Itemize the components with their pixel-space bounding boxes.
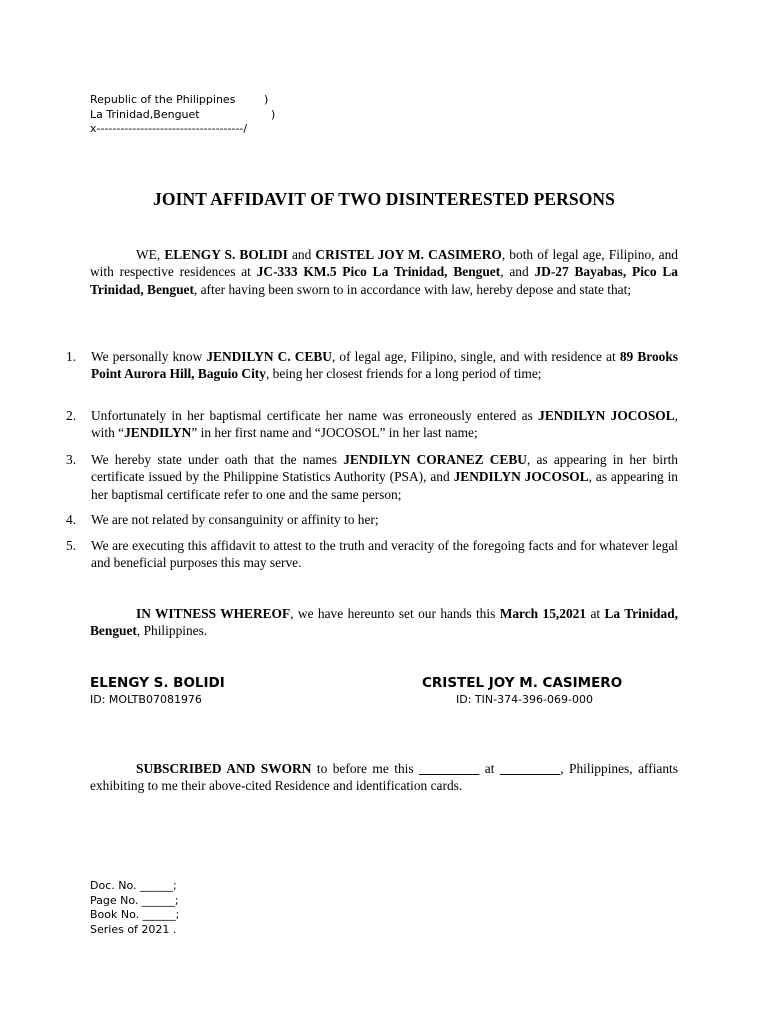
intro-paragraph <box>90 246 678 298</box>
caption-paren-2: ) <box>271 107 276 121</box>
caption-municipality: La Trinidad,Benguet <box>90 107 200 121</box>
statement-text: We hereby state under oath that the names <box>91 452 344 467</box>
statement-text: We are not related by consanguinity or affinity to her; <box>91 512 379 527</box>
affiant-1-name: ELENGY S. BOLIDI <box>164 247 288 262</box>
first-name: JENDILYN <box>124 425 192 441</box>
page-number: Page No. ______; <box>90 893 179 907</box>
jurat-date-blank: _________ <box>419 761 480 776</box>
intro-text-2: , and <box>500 264 535 280</box>
signatory-2-name: CRISTEL JOY M. CASIMERO <box>422 675 623 691</box>
affiant-2-name: CRISTEL JOY M. CASIMERO <box>315 247 502 262</box>
statement-number: 5. <box>66 538 77 553</box>
witness-lead: IN WITNESS WHEREOF <box>136 606 291 621</box>
execution-date: March 15,2021 <box>499 606 587 621</box>
witness-paragraph <box>90 605 678 640</box>
doc-number: Doc. No. ______; <box>90 879 177 892</box>
statement-text: We are executing this affidavit to attest to the truth and veracity of the foregoing facts and for whatever legal and beneficial purposes this may serve. <box>91 538 678 571</box>
execution-place: La Trinidad, Benguet <box>90 606 678 639</box>
intro-and: and <box>287 247 316 262</box>
jurat-text: at <box>479 761 500 776</box>
birth-certificate-name: JENDILYN CORANEZ CEBU <box>343 452 527 467</box>
signatory-1-name: ELENGY S. BOLIDI <box>90 675 225 691</box>
statement-item <box>66 511 678 528</box>
statement-number: 1. <box>66 349 77 364</box>
caption-country: Republic of the Philippines <box>90 93 236 106</box>
statement-text: , of legal age, Filipino, single, and with residence at <box>331 349 620 364</box>
series-year: Series of 2021 . <box>90 922 177 936</box>
subject-name: JENDILYN C. CEBU <box>206 349 332 364</box>
book-number: Book No. ______; <box>90 908 180 921</box>
jurat-paragraph <box>90 760 678 795</box>
statement-item <box>66 348 678 383</box>
affiant-2-address: JD-27 Bayabas, Pico La Trinidad, Benguet <box>90 264 678 297</box>
venue-caption <box>90 93 276 137</box>
affiant-1-address: JC-333 KM.5 Pico La Trinidad, Benguet <box>256 264 501 280</box>
document-title: JOINT AFFIDAVIT OF TWO DISINTERESTED PERSONS <box>153 189 615 209</box>
statement-number: 3. <box>66 452 77 467</box>
jurat-text: , Philippines, affiants exhibiting to me their above-cited Residence and identification cards. <box>90 761 678 794</box>
statement-item <box>66 407 678 442</box>
intro-text-3: , after having been sworn to in accordance with law, hereby depose and state that; <box>193 281 632 297</box>
statement-text: , as appearing in her birth certificate issued by the Philippine Statistics Authority (PSA), and <box>91 452 678 485</box>
statement-number: 4. <box>66 512 77 527</box>
signatory-1-id: ID: MOLTB07081976 <box>90 693 202 706</box>
statement-text: , being her closest friends for a long period of time; <box>265 366 542 382</box>
witness-text: at <box>586 606 605 621</box>
notary-docket <box>90 879 179 937</box>
statement-number: 2. <box>66 408 77 423</box>
statement-text: ” in her first name and “JOCOSOL” in her last name; <box>191 425 478 441</box>
subject-address: 89 Brooks Point Aurora Hill, Baguio City <box>91 349 679 382</box>
witness-text: , Philippines. <box>136 623 208 639</box>
caption-divider: x-------------------------------------/ <box>90 122 248 135</box>
jurat-text: to before me this <box>311 761 420 776</box>
intro-text-1: , both of legal age, Filipino, and with respective residences at <box>90 247 678 280</box>
statement-text: Unfortunately in her baptismal certificate her name was erroneously entered as <box>91 408 539 423</box>
signatory-2-id: ID: TIN-374-396-069-000 <box>456 693 593 706</box>
statement-text: We personally know <box>91 349 207 364</box>
intro-we: WE, <box>136 247 165 262</box>
caption-paren-1: ) <box>264 93 269 106</box>
statement-text: , as appearing in her baptismal certificate refer to one and the same person; <box>91 469 678 502</box>
jurat-place-blank: _________ <box>499 761 561 776</box>
statement-item <box>66 537 678 572</box>
baptismal-name: JENDILYN JOCOSOL <box>538 408 675 423</box>
baptismal-name: JENDILYN JOCOSOL <box>453 469 589 485</box>
jurat-lead: SUBSCRIBED AND SWORN <box>136 761 312 776</box>
statement-text: , with “ <box>91 408 678 441</box>
statement-item <box>66 451 678 503</box>
witness-text: , we have hereunto set our hands this <box>290 606 500 621</box>
